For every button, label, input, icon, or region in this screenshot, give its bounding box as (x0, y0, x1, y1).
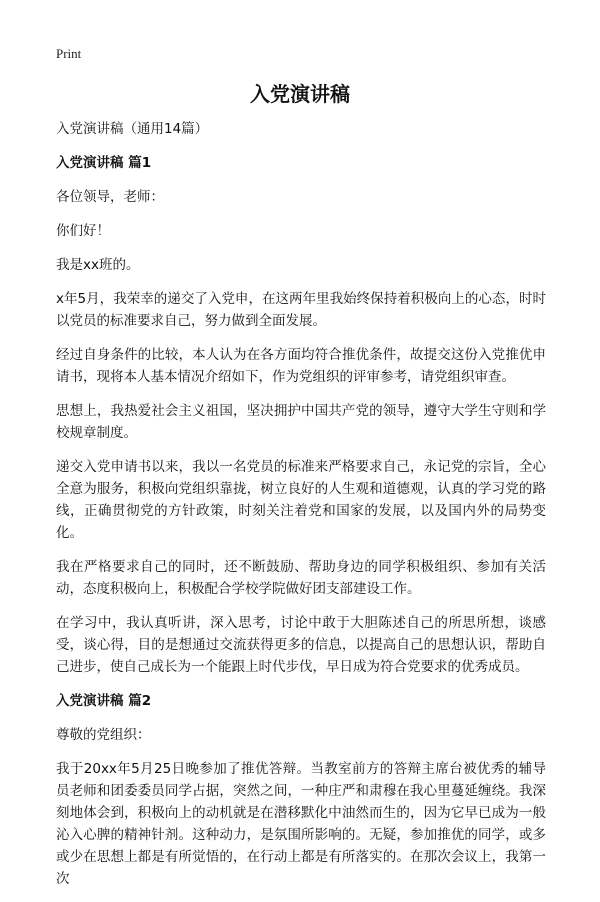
paragraph: 你们好！ (56, 223, 110, 239)
paragraph: 各位领导，老师： (56, 189, 164, 205)
section-heading: 入党演讲稿 篇1 (56, 155, 152, 171)
document-title: 入党演讲稿 (250, 82, 350, 106)
paragraph: 思想上，我热爱社会主义祖国，坚决拥护中国共产党的领导，遵守大学生守则和学校规章制度。 (56, 403, 546, 441)
print-link[interactable]: Print (56, 46, 82, 61)
paragraph: 经过自身条件的比较，本人认为在各方面均符合推优条件，故提交这份入党推优申请书，现将本人基本情况介绍如下，作为党组织的评审参考，请党组织审查。 (56, 347, 546, 385)
paragraph: 在学习中，我认真听讲，深入思考，讨论中敢于大胆陈述自己的所思所想，谈感受，谈心得，目的是想通过交流获得更多的信息，以提高自己的思想认识，帮助自己进步，使自己成长为一个能跟上时代步伐，早日成为符合党要求的优秀成员。 (56, 615, 546, 675)
paragraph: 递交入党申请书以来，我以一名党员的标准来严格要求自己，永记党的宗旨，全心全意为服务，积极向党组织靠拢，树立良好的人生观和道德观，认真的学习党的路线，正确贯彻党的方针政策，时刻关注着党和国家的发展，以及国内外的局势变化。 (56, 459, 546, 541)
paragraph: x年5月，我荣幸的递交了入党申，在这两年里我始终保持着积极向上的心态，时时以党员的标准要求自己，努力做到全面发展。 (56, 291, 546, 329)
document-subtitle: 入党演讲稿（通用14篇） (56, 121, 209, 137)
section-heading: 入党演讲稿 篇2 (56, 693, 152, 709)
document-body (56, 118, 546, 902)
paragraph: 我是xx班的。 (56, 257, 140, 273)
paragraph: 尊敬的党组织： (56, 727, 151, 743)
paragraph: 我在严格要求自己的同时，还不断鼓励、帮助身边的同学积极组织、参加有关活动，态度积极向上，积极配合学校学院做好团支部建设工作。 (56, 559, 546, 597)
paragraph: 我于20xx年5月25日晚参加了推优答辩。当教室前方的答辩主席台被优秀的辅导员老师和团委委员同学占据，突然之间，一种庄严和肃穆在我心里蔓延缠绕。我深刻地体会到，积极向上的动机就是在潜移默化中油然而生的，因为它早已成为一般沁入心脾的精神针剂。这种动力，是氛围所影响的。无疑，参加推优的同学，或多或少在思想上都是有所觉悟的，在行动上都是有所落实的。在那次会议上，我第一次 (56, 761, 546, 887)
